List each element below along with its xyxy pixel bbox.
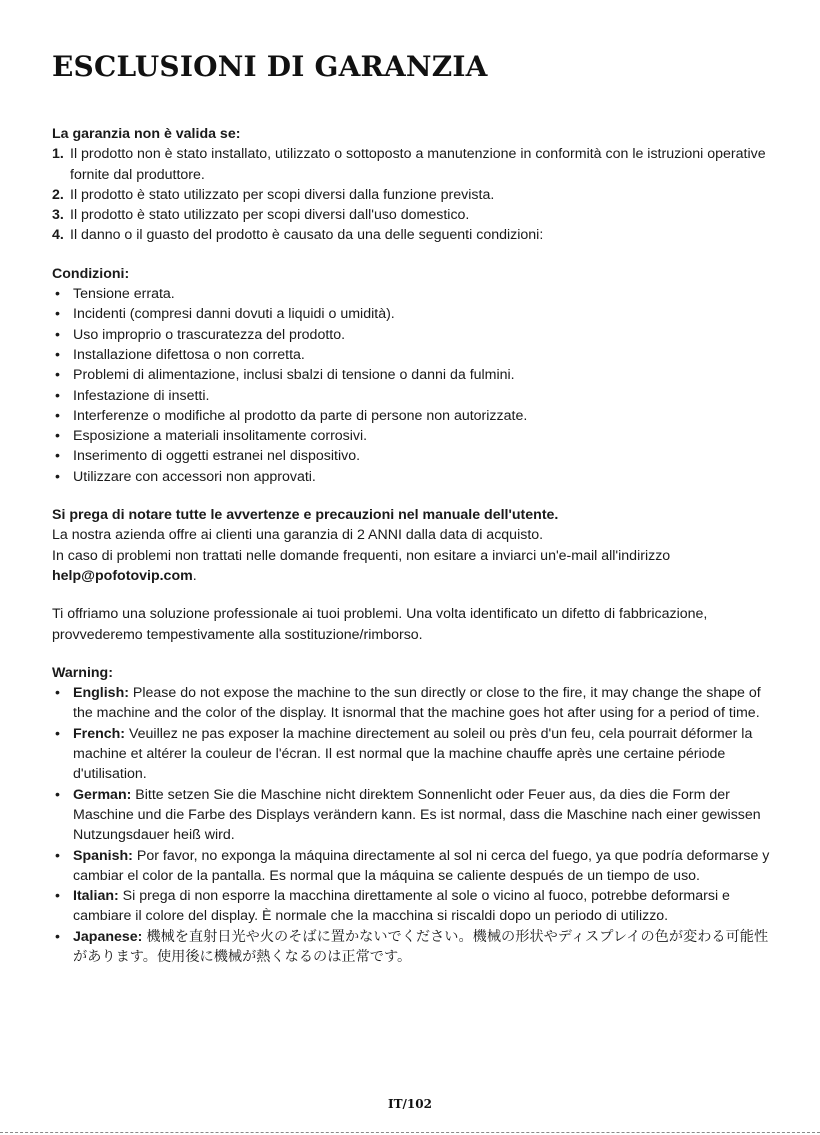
- warranty-period-text: La nostra azienda offre ai clienti una garanzia di 2 ANNI dalla data di acquisto.: [52, 527, 544, 544]
- list-item: 4. Il danno o il guasto del prodotto è causato da una delle seguenti condizioni:: [52, 227, 544, 244]
- support-email: help@pofotovip.com: [52, 567, 193, 584]
- warning-item-japanese: • Japanese: 機械を直射日光や火のそばに置かないでください。機械の形状やディスプレイの色が変わる可能性があります。使用後に機械が熱くなるのは正常です。: [52, 927, 772, 968]
- list-item: 2. Il prodotto è stato utilizzato per scopi diversi dalla funzione prevista.: [52, 186, 495, 203]
- list-item: • Infestazione di insetti.: [52, 386, 772, 406]
- document-body: [52, 124, 772, 967]
- list-item: • Utilizzare con accessori non approvati.: [52, 467, 772, 487]
- list-item: • Esposizione a materiali insolitamente corrosivi.: [52, 426, 772, 446]
- contact-paragraph: In caso di problemi non trattati nelle domande frequenti, non esitare a inviarci un'e-mail all'indirizzo help@pofotovip.com.: [52, 547, 671, 584]
- list-item: • Inserimento di oggetti estranei nel dispositivo.: [52, 446, 772, 466]
- warning-item-italian: • Italian: Si prega di non esporre la macchina direttamente al sole o vicino al fuoco, potrebbe deformarsi e cambiare il colore del display. È normale che la macchina si riscaldi dopo un periodo di utilizzo.: [52, 886, 772, 927]
- warning-list: [52, 683, 772, 967]
- not-valid-list: [52, 144, 772, 245]
- conditions-list: [52, 284, 772, 487]
- list-item: • Installazione difettosa o non corretta.: [52, 345, 772, 365]
- warning-heading: Warning:: [52, 664, 113, 681]
- conditions-heading: Condizioni:: [52, 265, 130, 282]
- warning-item-spanish: • Spanish: Por favor, no exponga la máquina directamente al sol ni cerca del fuego, ya que podría deformarse y cambiar el color de la pantalla. Es normal que la máquina se caliente después de un tiempo de uso.: [52, 846, 772, 887]
- list-item: • Tensione errata.: [52, 284, 772, 304]
- page-edge-divider: [0, 1132, 820, 1133]
- not-valid-heading: La garanzia non è valida se:: [52, 126, 241, 142]
- page-number: IT/102: [388, 1097, 432, 1111]
- list-item: 3. Il prodotto è stato utilizzato per scopi diversi dall'uso domestico.: [52, 207, 470, 224]
- solution-paragraph: Ti offriamo una soluzione professionale ai tuoi problemi. Una volta identificato un difetto di fabbricazione, provvederemo tempestivamente alla sostituzione/rimborso.: [52, 606, 708, 643]
- list-item: • Problemi di alimentazione, inclusi sbalzi di tensione o danni da fulmini.: [52, 365, 772, 385]
- page-title: ESCLUSIONI DI GARANZIA: [52, 50, 488, 83]
- list-item: • Uso improprio o trascuratezza del prodotto.: [52, 325, 772, 345]
- warning-item-english: • English: Please do not expose the machine to the sun directly or close to the fire, it may change the shape of the machine and the color of the display. It isnormal that the machine goes hot after using for a period of time.: [52, 683, 772, 724]
- list-item: • Interferenze o modifiche al prodotto da parte di persone non autorizzate.: [52, 406, 772, 426]
- notice-heading: Si prega di notare tutte le avvertenze e precauzioni nel manuale dell'utente.: [52, 507, 559, 524]
- list-item: 1. Il prodotto non è stato installato, utilizzato o sottoposto a manutenzione in conformità con le istruzioni operative fornite dal produttore.: [52, 146, 766, 183]
- warning-item-french: • French: Veuillez ne pas exposer la machine directement au soleil ou près d'un feu, cela pourrait déformer la machine et altérer la couleur de l'écran. Il est normal que la machine chauffe après une certaine période d'utilisation.: [52, 724, 772, 785]
- list-item: • Incidenti (compresi danni dovuti a liquidi o umidità).: [52, 304, 772, 324]
- warning-item-german: • German: Bitte setzen Sie die Maschine nicht direktem Sonnenlicht oder Feuer aus, da dies die Form der Maschine und die Farbe des Displays verändern kann. Es ist normal, dass die Maschine nach einer gewissen Nutzungsdauer heiß wird.: [52, 785, 772, 846]
